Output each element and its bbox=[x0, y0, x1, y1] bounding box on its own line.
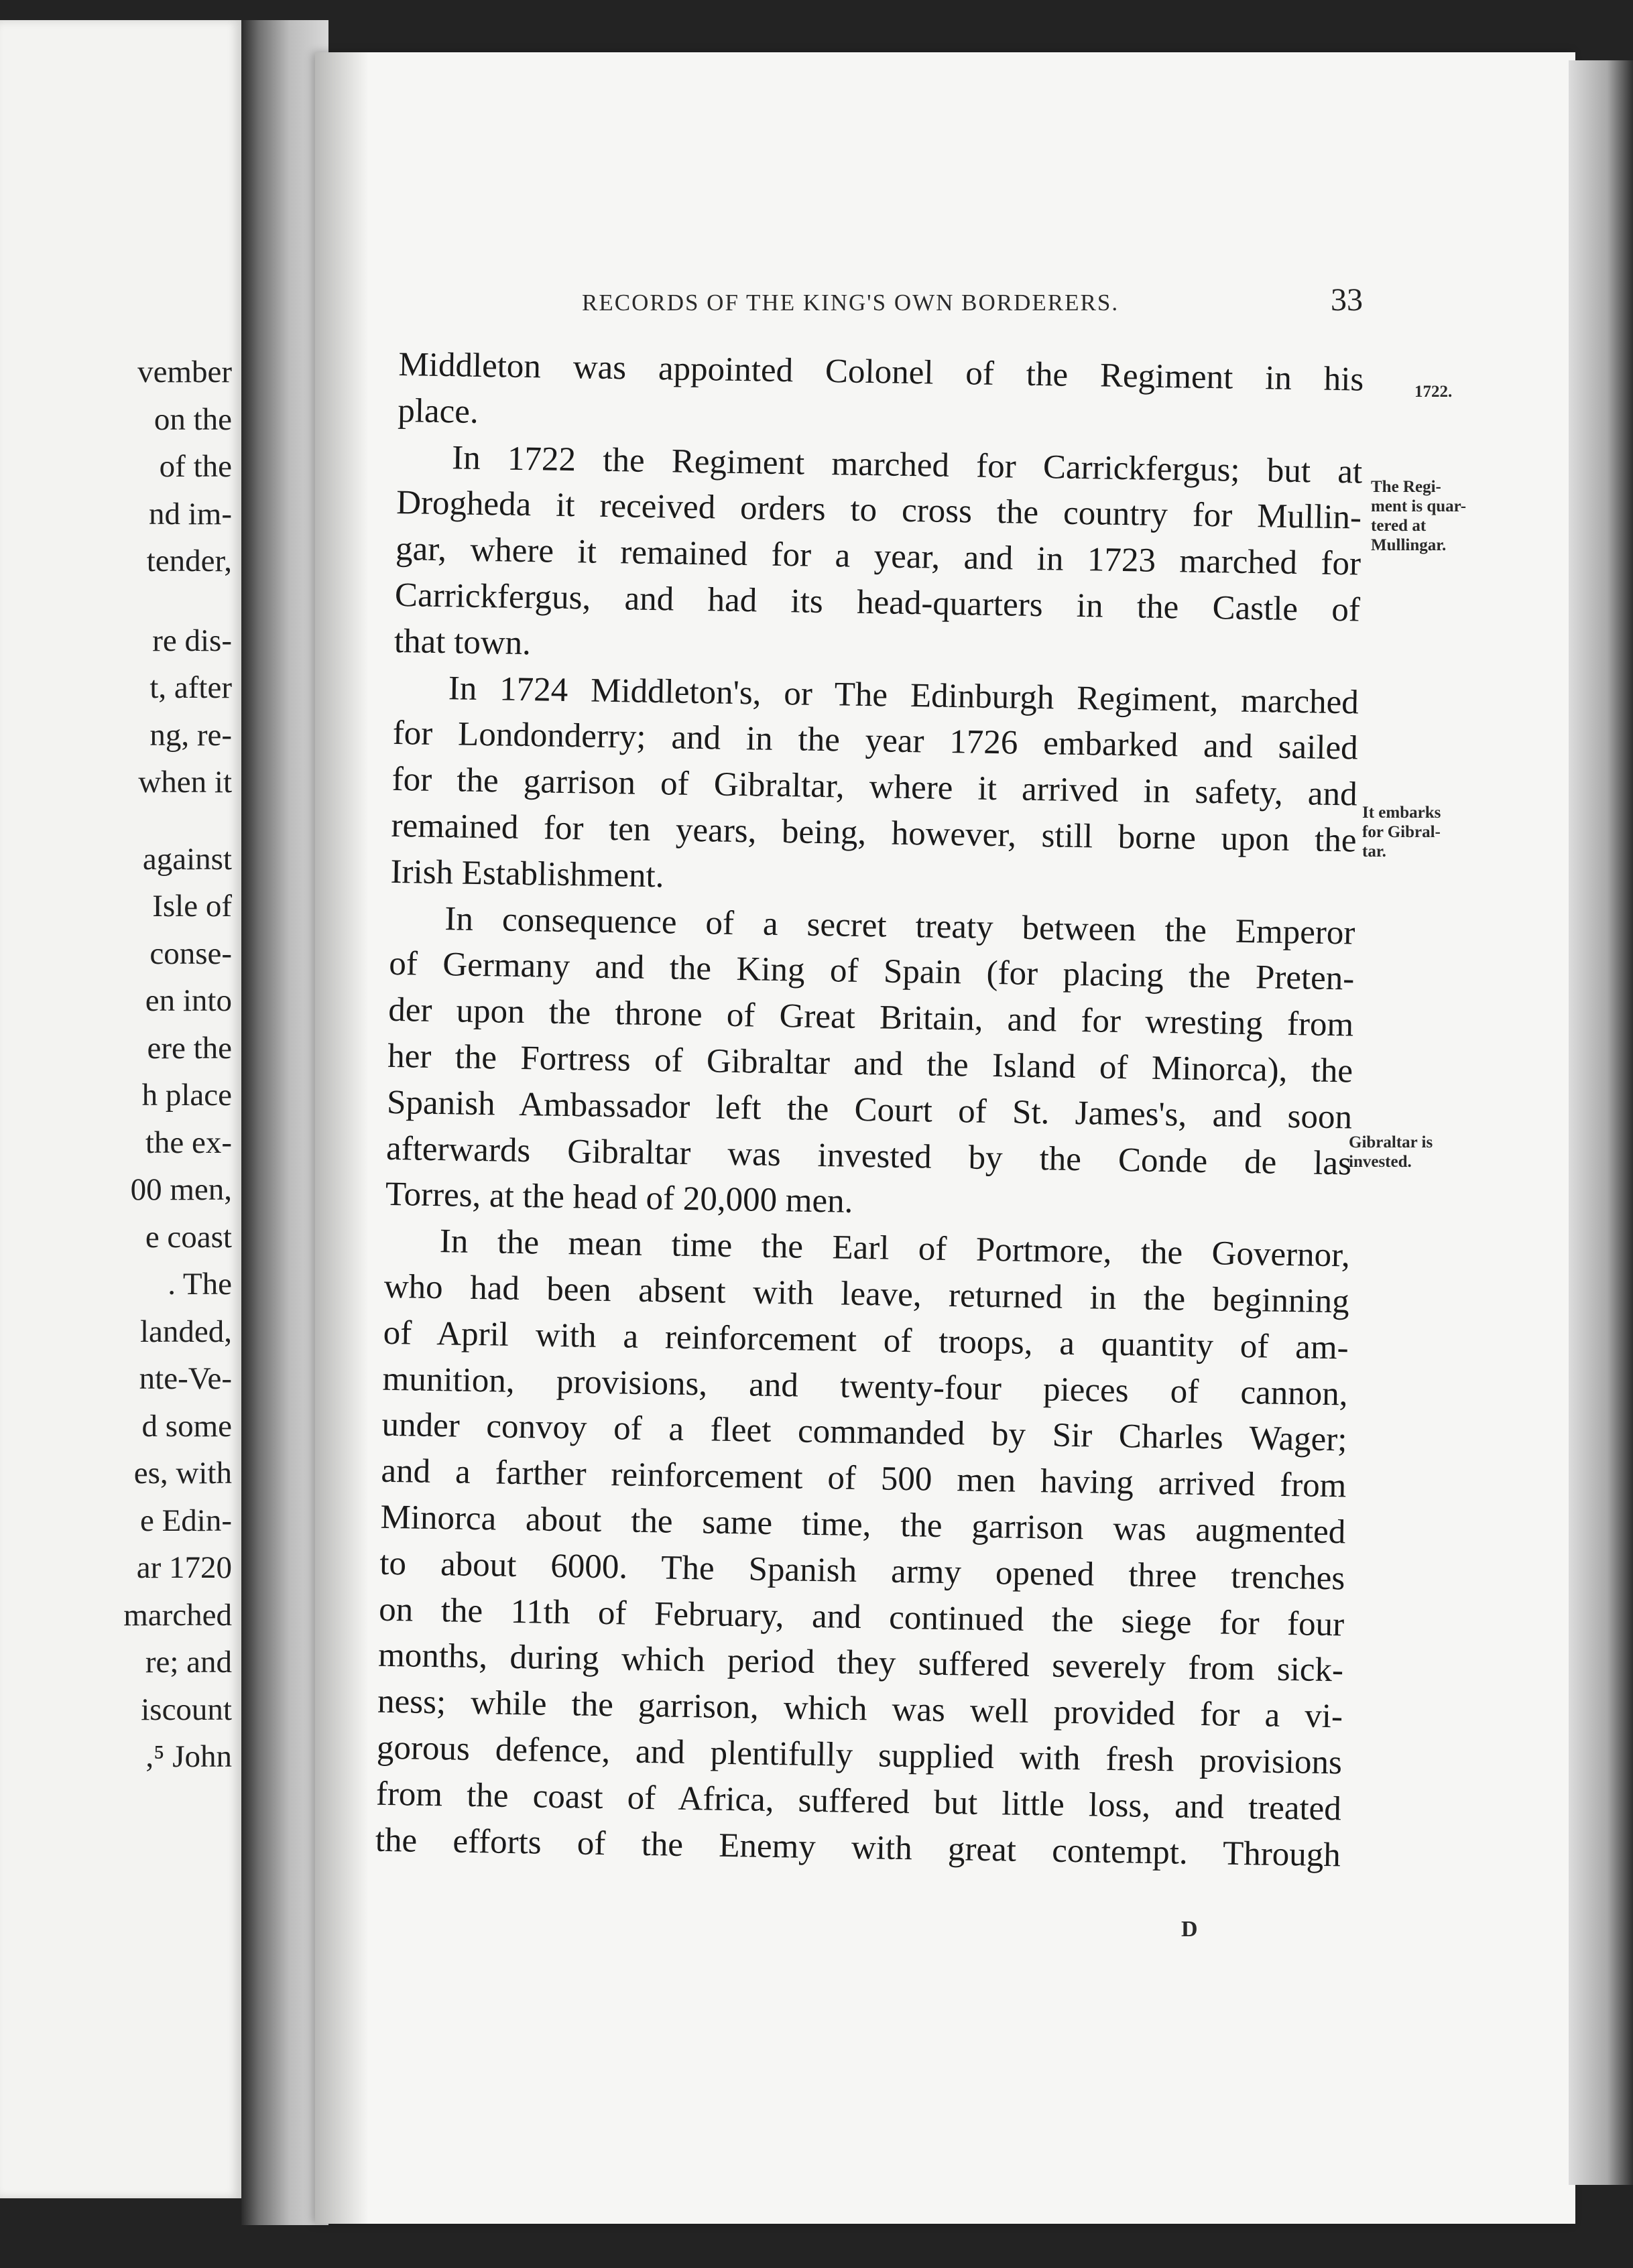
signature-mark: D bbox=[1181, 1917, 1198, 1942]
left-line: e coast bbox=[145, 1219, 232, 1255]
left-line: ,⁵ John bbox=[145, 1739, 232, 1774]
margin-note-line: tar. bbox=[1362, 842, 1386, 861]
body-line: ness; while the garrison, which was well provided for a vi- bbox=[377, 1682, 1343, 1736]
left-page bbox=[0, 20, 241, 2198]
left-line: d some bbox=[141, 1408, 232, 1444]
left-line: marched bbox=[123, 1597, 232, 1633]
left-line: ng, re- bbox=[149, 717, 232, 753]
body-line: In consequence of a secret treaty between the Emperor bbox=[444, 899, 1355, 952]
margin-note-line: Mullingar. bbox=[1371, 536, 1447, 554]
body-line: from the coast of Africa, suffered but little loss, and treated bbox=[375, 1775, 1342, 1828]
body-line: remained for ten years, being, however, still borne upon the bbox=[391, 806, 1357, 860]
body-line: who had been absent with leave, returned in the beginning bbox=[383, 1267, 1350, 1321]
margin-note-embarks bbox=[1362, 803, 1441, 861]
left-page-text bbox=[123, 349, 232, 1781]
left-line: t, after bbox=[149, 670, 232, 705]
left-line: conse- bbox=[149, 936, 232, 971]
left-line: ar 1720 bbox=[136, 1550, 232, 1585]
margin-note-invested bbox=[1349, 1133, 1433, 1172]
margin-note-line: tered at bbox=[1371, 517, 1427, 535]
page-edge bbox=[1569, 60, 1633, 2185]
body-line: that town. bbox=[394, 622, 532, 662]
body-line: of Germany and the King of Spain (for placing the Preten- bbox=[388, 945, 1355, 998]
body-line: Middleton was appointed Colonel of the Regiment in his bbox=[398, 345, 1364, 399]
body-line: Torres, at the head of 20,000 men. bbox=[385, 1176, 853, 1221]
left-line: nte-Ve- bbox=[139, 1361, 232, 1396]
left-line: e Edin- bbox=[139, 1503, 232, 1538]
body-line: der upon the throne of Great Britain, and for wresting from bbox=[387, 991, 1354, 1044]
body-line: Carrickfergus, and had its head-quarters in the Castle of bbox=[394, 576, 1361, 629]
left-line: landed, bbox=[139, 1314, 232, 1349]
body-line: gar, where it remained for a year, and in 1723 marched for bbox=[395, 530, 1362, 583]
left-line: vember bbox=[137, 355, 232, 389]
body-text bbox=[375, 342, 1364, 1879]
left-line: ere the bbox=[147, 1030, 232, 1066]
left-line: . The bbox=[168, 1267, 232, 1302]
left-line: 00 men, bbox=[130, 1172, 232, 1207]
left-line: of the bbox=[159, 449, 232, 484]
body-line: for the garrison of Gibraltar, where it arrived in safety, and bbox=[391, 761, 1358, 814]
left-line: re dis- bbox=[152, 623, 232, 658]
gutter-shadow bbox=[315, 52, 369, 2224]
left-line: the ex- bbox=[145, 1125, 232, 1160]
body-line: munition, provisions, and twenty-four pieces of cannon, bbox=[382, 1360, 1348, 1413]
body-line: Minorca about the same time, the garrison was augmented bbox=[380, 1498, 1346, 1552]
left-line: tender, bbox=[146, 544, 232, 578]
margin-note-line: ment is quar- bbox=[1371, 497, 1467, 515]
body-line: and a farther reinforcement of 500 men having arrived from bbox=[381, 1452, 1347, 1505]
page-number: 33 bbox=[1331, 282, 1363, 318]
margin-note-quartered bbox=[1371, 477, 1466, 555]
body-line: on the 11th of February, and continued the siege for four bbox=[378, 1590, 1345, 1643]
margin-note-line: for Gibral- bbox=[1362, 823, 1441, 841]
body-line: the efforts of the Enemy with great contempt. Through bbox=[375, 1821, 1341, 1874]
margin-note-line: Gibraltar is bbox=[1349, 1133, 1433, 1151]
body-line: Drogheda it received orders to cross the country for Mullin- bbox=[396, 484, 1362, 537]
body-line: In 1722 the Regiment marched for Carrickfergus; but at bbox=[451, 438, 1363, 491]
body-line: her the Fortress of Gibraltar and the Island of Minorca), the bbox=[387, 1037, 1353, 1090]
left-line: h place bbox=[141, 1078, 232, 1113]
margin-note-line: It embarks bbox=[1362, 804, 1441, 822]
body-line: months, during which period they suffered severely from sick- bbox=[377, 1637, 1344, 1690]
left-line: es, with bbox=[133, 1456, 232, 1491]
body-line: of April with a reinforcement of troops, a quantity of am- bbox=[383, 1314, 1349, 1367]
running-title: RECORDS OF THE KING'S OWN BORDERERS. bbox=[582, 290, 1120, 316]
body-line: gorous defence, and plentifully supplied with fresh provisions bbox=[376, 1728, 1343, 1782]
body-line: for Londonderry; and in the year 1726 embarked and sailed bbox=[392, 714, 1359, 767]
body-line: In 1724 Middleton's, or The Edinburgh Regiment, marched bbox=[448, 669, 1359, 722]
left-line: Isle of bbox=[152, 889, 232, 924]
body-line: to about 6000. The Spanish army opened three trenches bbox=[379, 1544, 1345, 1598]
left-line: when it bbox=[138, 765, 232, 800]
body-line: Spanish Ambassador left the Court of St. James's, and soon bbox=[386, 1083, 1353, 1137]
body-line: Irish Establishment. bbox=[390, 853, 664, 895]
body-line: afterwards Gibraltar was invested by the Conde de las bbox=[385, 1129, 1352, 1183]
margin-note-line: The Regi- bbox=[1371, 478, 1441, 496]
left-line: en into bbox=[145, 983, 232, 1018]
margin-note-line: 1722. bbox=[1414, 383, 1453, 401]
margin-note-year bbox=[1414, 382, 1452, 401]
left-line: iscount bbox=[141, 1692, 232, 1727]
left-line: nd im- bbox=[148, 496, 232, 531]
left-line: re; and bbox=[145, 1645, 232, 1680]
body-line: In the mean time the Earl of Portmore, the Governor, bbox=[439, 1222, 1351, 1275]
left-line: on the bbox=[154, 401, 232, 437]
body-line: under convoy of a fleet commanded by Sir Charles Wager; bbox=[381, 1406, 1347, 1459]
body-line: place. bbox=[397, 391, 479, 431]
margin-note-line: invested. bbox=[1349, 1153, 1412, 1171]
left-line: against bbox=[142, 841, 232, 877]
